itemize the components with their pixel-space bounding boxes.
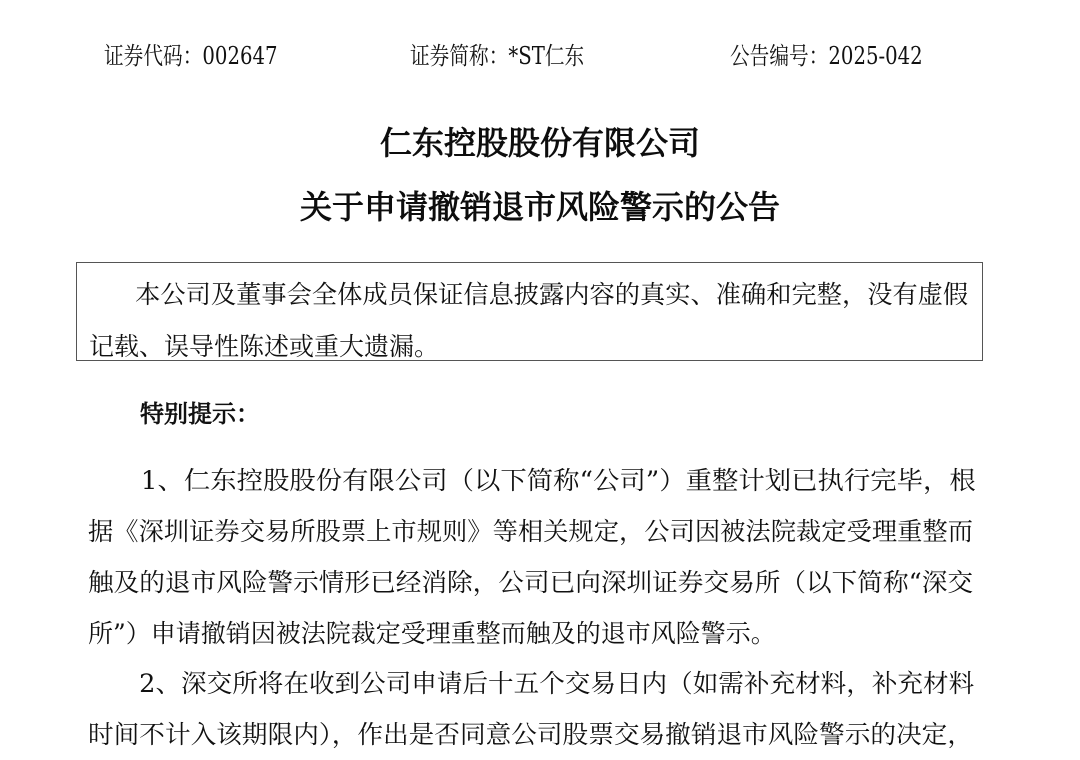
- paragraph-line: 触及的退市风险警示情形已经消除，公司已向深圳证券交易所（以下简称“深交: [88, 568, 974, 597]
- notice-line-1: 本公司及董事会全体成员保证信息披露内容的真实、准确和完整，没有虚假: [135, 280, 969, 309]
- notice-line-2: 记载、误导性陈述或重大遗漏。: [89, 332, 440, 361]
- stock-abbreviation: 证券简称：*ST仁东: [410, 42, 585, 70]
- announcement-number: 公告编号：2025-042: [730, 42, 923, 70]
- disclosure-notice-box: [76, 262, 983, 361]
- document-header: [0, 38, 1080, 74]
- paragraph-line: 2、深交所将在收到公司申请后十五个交易日内（如需补充材料，补充材料: [139, 669, 975, 698]
- company-title: 仁东控股股份有限公司: [379, 124, 700, 162]
- stock-code: 证券代码：002647: [104, 42, 278, 70]
- tip-paragraph-1: [88, 455, 978, 659]
- announcement-title: 关于申请撤销退市风险警示的公告: [299, 188, 780, 226]
- disclosure-notice-text: [89, 269, 979, 373]
- paragraph-line: 1、仁东控股股份有限公司（以下简称“公司”）重整计划已执行完毕，根: [140, 466, 976, 495]
- paragraph-line: 时间不计入该期限内），作出是否同意公司股票交易撤销退市风险警示的决定，: [88, 720, 973, 749]
- special-tips-heading: 特别提示：: [140, 400, 260, 428]
- tip-paragraph-2: [88, 658, 978, 760]
- paragraph-line: 所”）申请撤销因被法院裁定受理重整而触及的退市风险警示。: [88, 619, 776, 648]
- paragraph-line: 据《深圳证券交易所股票上市规则》等相关规定，公司因被法院裁定受理重整而: [88, 517, 973, 546]
